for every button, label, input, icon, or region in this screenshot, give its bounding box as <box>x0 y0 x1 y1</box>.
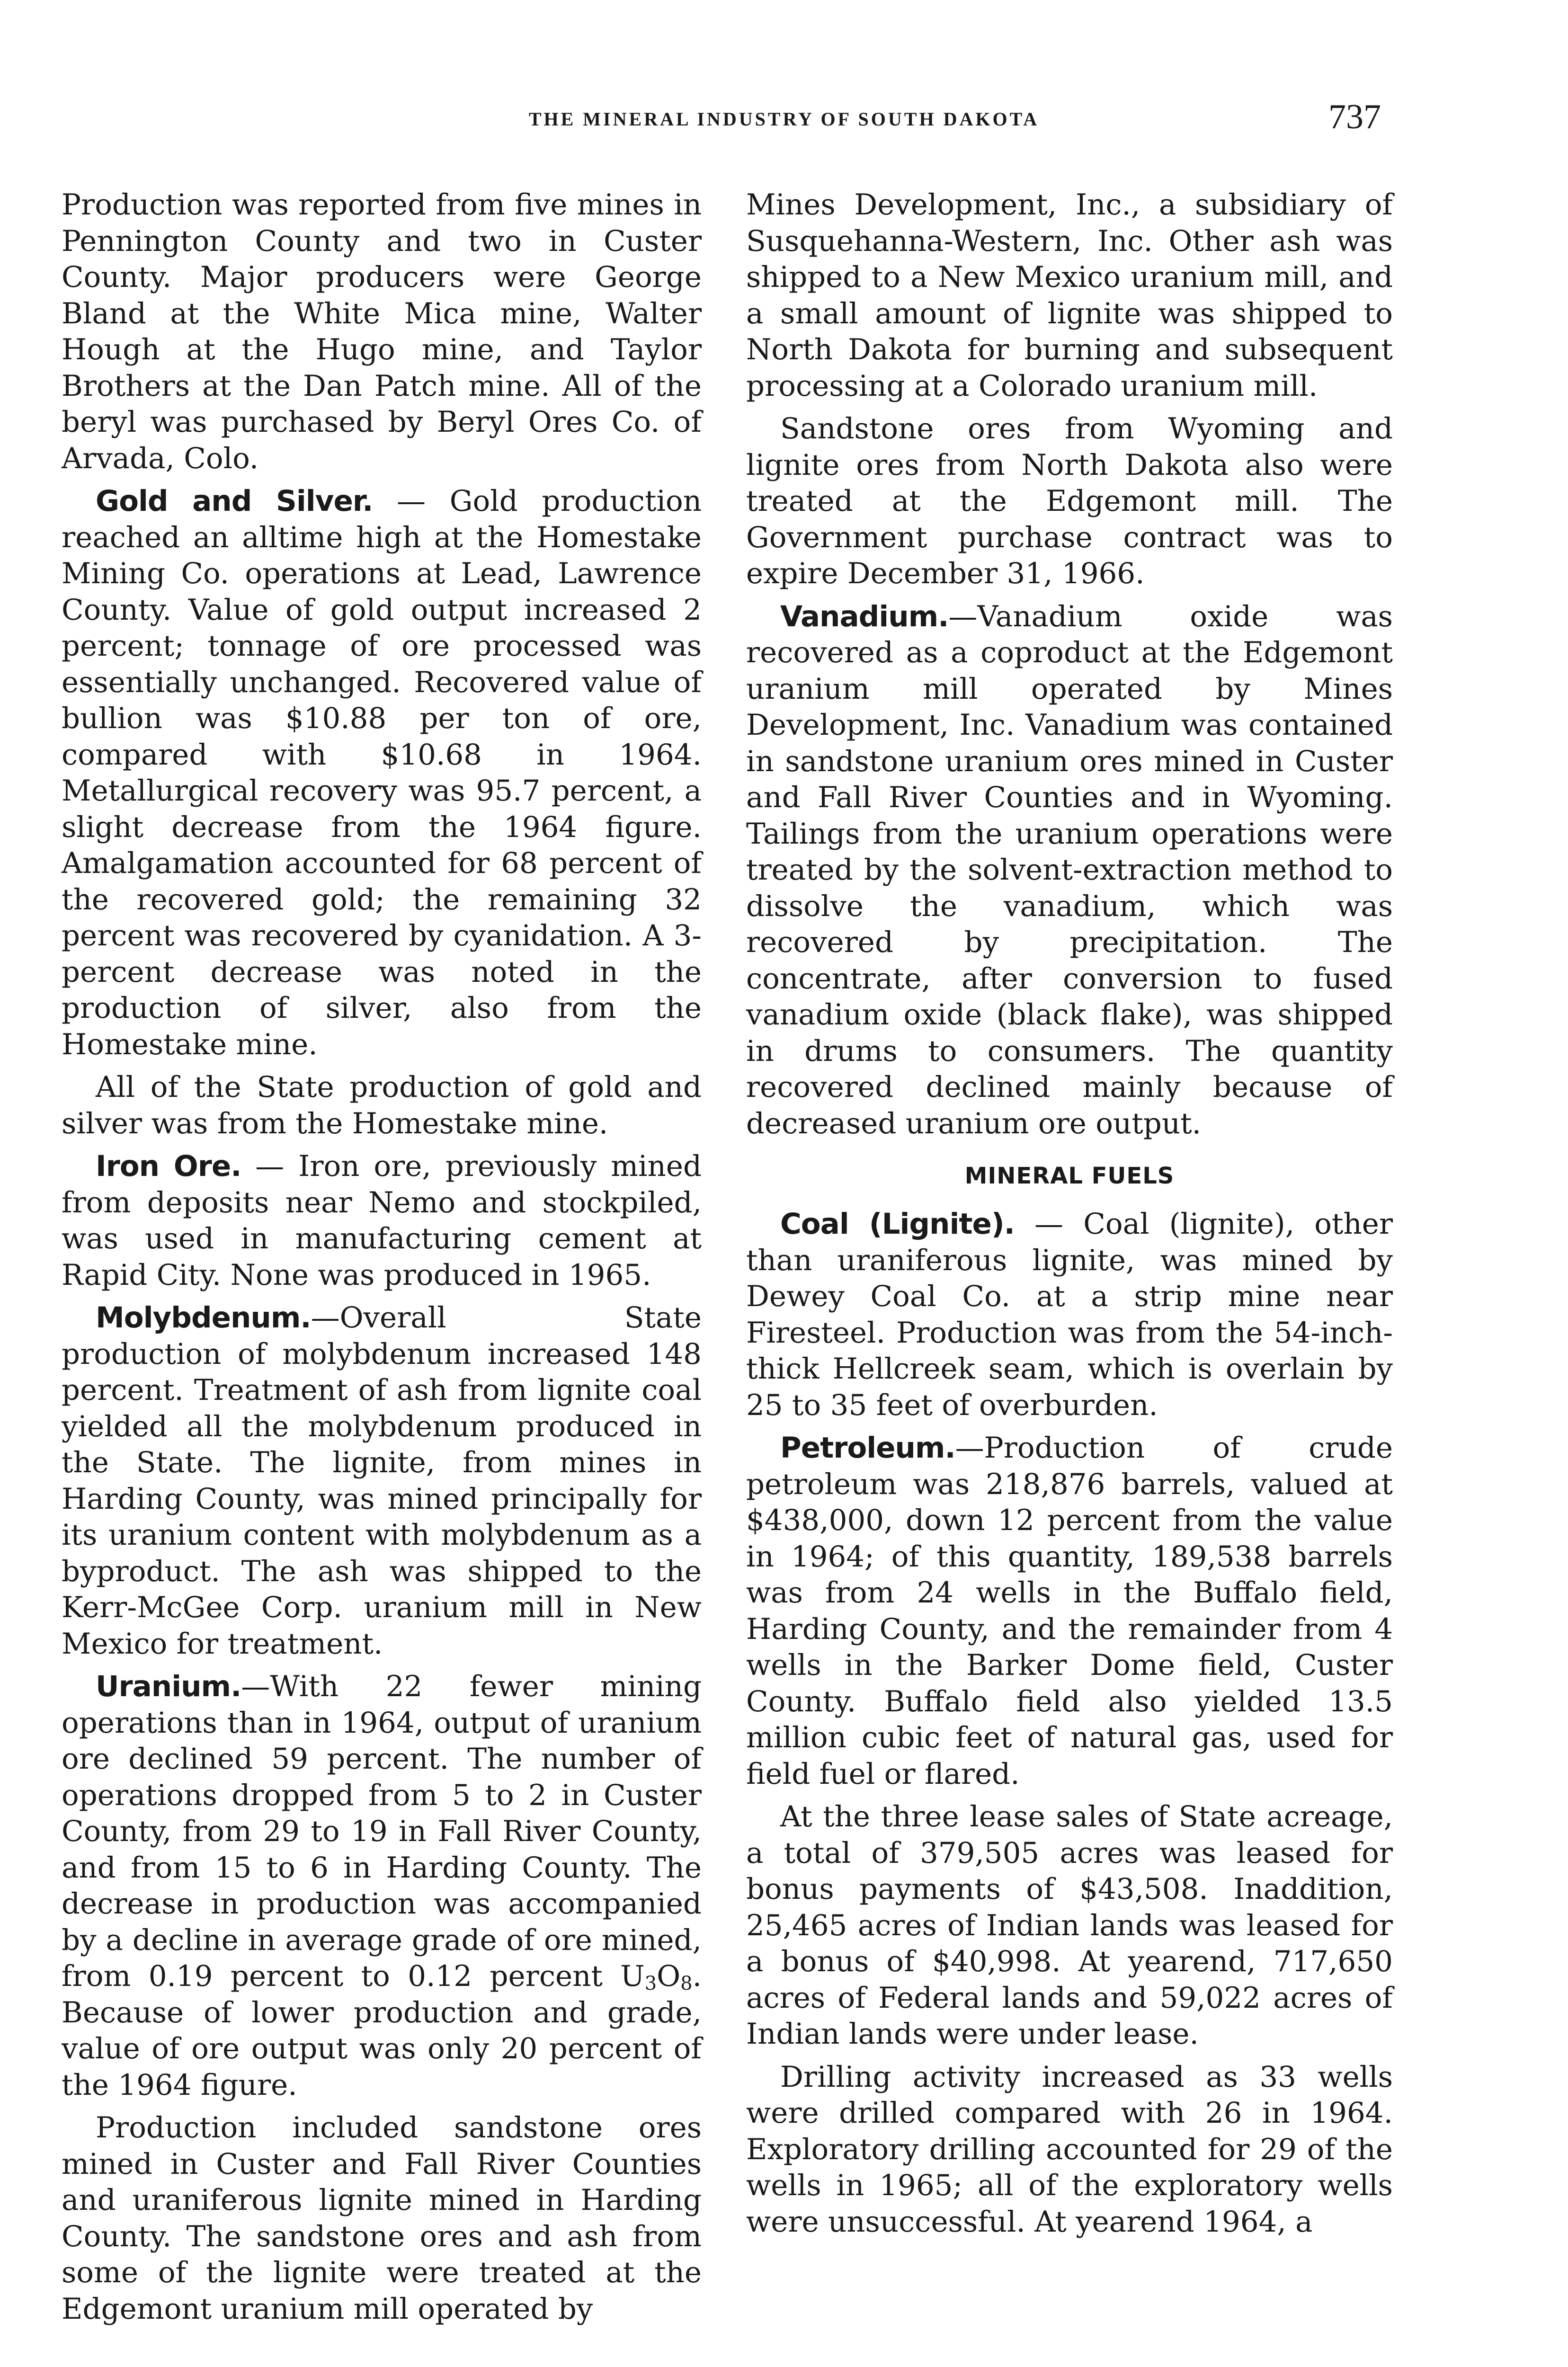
paragraph-text: Mines Development, Inc., a subsidiary of Susquehanna-Western, Inc. Other ash was shipped to a New Mexico uranium mill, and a small amount of lignite was shipped to North Dakota for burning and subsequent processing at a Colorado uranium mill. <box>746 188 1393 403</box>
paragraph-lease-sales <box>746 1799 1393 2053</box>
page-number: 737 <box>1328 98 1381 136</box>
paragraph-drilling-activity <box>746 2059 1393 2241</box>
paragraph-text: All of the State production of gold and silver was from the Homestake mine. <box>62 1070 702 1140</box>
paragraph-text: —Vanadium oxide was recovered as a coproduct at the Edgemont uranium mill operated by Mines Development, Inc. Vanadium was contained in sandstone uranium ores mined in Custer and Fall River Counties and in Wyoming. Tailings from the uranium operations were treated by the solvent-extraction method to dissolve the vanadium, which was recovered by precipitation. The concentrate, after conversion to fused vanadium oxide (black flake), was shipped in drums to consumers. The quantity recovered declined mainly because of decreased uranium ore output. <box>746 599 1393 1140</box>
subscript-3: 3 <box>644 1973 657 1994</box>
paragraph-text: —Overall State production of molybdenum increased 148 percent. Treatment of ash from lignite coal yielded all the molybdenum produced in the State. The lignite, from mines in Harding County, was mined principally for its uranium content with molybdenum as a byproduct. The ash was shipped to the Kerr-McGee Corp. uranium mill in New Mexico for treatment. <box>62 1301 702 1661</box>
paragraph-text: O <box>657 1959 681 1993</box>
paragraph-text: . Because of lower production and grade, value of ore output was only 20 percent of the 1964 figure. <box>62 1959 702 2102</box>
paragraph-text: At the three lease sales of State acreage, a total of 379,505 acres was leased for bonus payments of $43,508. Inaddition, 25,465 acres of Indian lands was leased for a bonus of $40,998. At yearend, 717,650 acres of Federal lands and 59,022 acres of Indian lands were under lease. <box>746 1800 1393 2051</box>
subscript-8: 8 <box>680 1973 693 1994</box>
run-in-heading-uranium: Uranium. <box>96 1670 241 1703</box>
paragraph-mines-development <box>746 187 1393 404</box>
paragraph-text: Drilling activity increased as 33 wells were drilled compared with 26 in 1964. Exploratory drilling accounted for 29 of the wells in 1965; all of the exploratory wells were unsuccessful. At yearend 1964, a <box>746 2060 1393 2239</box>
paragraph-text: — Iron ore, previously mined from deposits near Nemo and stockpiled, was used in manufacturing cement at Rapid City. None was produced in 1965. <box>62 1149 702 1292</box>
right-column <box>746 187 1393 2247</box>
paragraph-text: Production included sandstone ores mined in Custer and Fall River Counties and uraniferous lignite mined in Harding County. The sandstone ores and ash from some of the lignite were treated at the Edgemont uranium mill operated by <box>62 2111 702 2326</box>
paragraph-text: —Production of crude petroleum was 218,876 barrels, valued at $438,000, down 12 percent from the value in 1964; of this quantity, 189,538 barrels was from 24 wells in the Buffalo field, Harding County, and the remainder from 4 wells in the Barker Dome field, Custer County. Buffalo field also yielded 13.5 million cubic feet of natural gas, used for field fuel or flared. <box>746 1431 1393 1791</box>
paragraph-text: Sandstone ores from Wyoming and lignite ores from North Dakota also were treated at the Edgemont mill. The Government purchase contract was to expire December 31, 1966. <box>746 412 1393 590</box>
paragraph-vanadium <box>746 599 1393 1142</box>
paragraph-coal <box>746 1206 1393 1424</box>
run-in-heading-coal: Coal (Lignite). <box>780 1207 1015 1241</box>
run-in-heading-iron-ore: Iron Ore. <box>96 1149 241 1183</box>
run-in-heading-gold-silver: Gold and Silver. <box>96 484 373 518</box>
paragraph-beryl-production <box>62 187 702 477</box>
paragraph-gold-silver-source <box>62 1069 702 1142</box>
paragraph-text: — Gold production reached an alltime high at the Homestake Mining Co. operations at Lead, Lawrence County. Value of gold output increased 2 percent; tonnage of ore processed was essentially unchanged. Recovered value of bullion was $10.88 per ton of ore, compared with $10.68 in 1964. Metallurgical recovery was 95.7 percent, a slight decrease from the 1964 figure. Amalgamation accounted for 68 percent of the recovered gold; the remaining 32 percent was recovered by cyanidation. A 3-percent decrease was noted in the production of silver, also from the Homestake mine. <box>62 484 702 1061</box>
left-column <box>62 187 702 2334</box>
paragraph-petroleum <box>746 1430 1393 1792</box>
paragraph-molybdenum <box>62 1300 702 1662</box>
run-in-heading-vanadium: Vanadium. <box>780 599 949 633</box>
paragraph-uranium-production <box>62 2110 702 2327</box>
running-title: THE MINERAL INDUSTRY OF SOUTH DAKOTA <box>528 108 1040 130</box>
paragraph-text: —With 22 fewer mining operations than in 1964, output of uranium ore declined 59 percent. The number of operations dropped from 5 to 2 in Custer County, from 29 to 19 in Fall River County, and from 15 to 6 in Harding County. The decrease in production was accompanied by a decline in average grade of ore mined, from 0.19 percent to 0.12 percent U <box>62 1670 702 1993</box>
section-heading-mineral-fuels: MINERAL FUELS <box>964 1163 1175 1189</box>
paragraph-text: — Coal (lignite), other than uraniferous lignite, was mined by Dewey Coal Co. at a strip mine near Firesteel. Production was from the 54-inch-thick Hellcreek seam, which is overlain by 25 to 35 feet of overburden. <box>746 1207 1393 1422</box>
run-in-heading-molybdenum: Molybdenum. <box>96 1301 311 1335</box>
run-in-heading-petroleum: Petroleum. <box>780 1431 955 1465</box>
paragraph-sandstone-ores <box>746 411 1393 592</box>
paragraph-uranium <box>62 1669 702 2103</box>
paragraph-iron-ore <box>62 1148 702 1293</box>
paragraph-gold-silver <box>62 483 702 1063</box>
paragraph-text: Production was reported from five mines in Pennington County and two in Custer County. Major producers were George Bland at the White Mica mine, Walter Hough at the Hugo mine, and Taylor Brothers at the Dan Patch mine. All of the beryl was purchased by Beryl Ores Co. of Arvada, Colo. <box>62 188 702 475</box>
